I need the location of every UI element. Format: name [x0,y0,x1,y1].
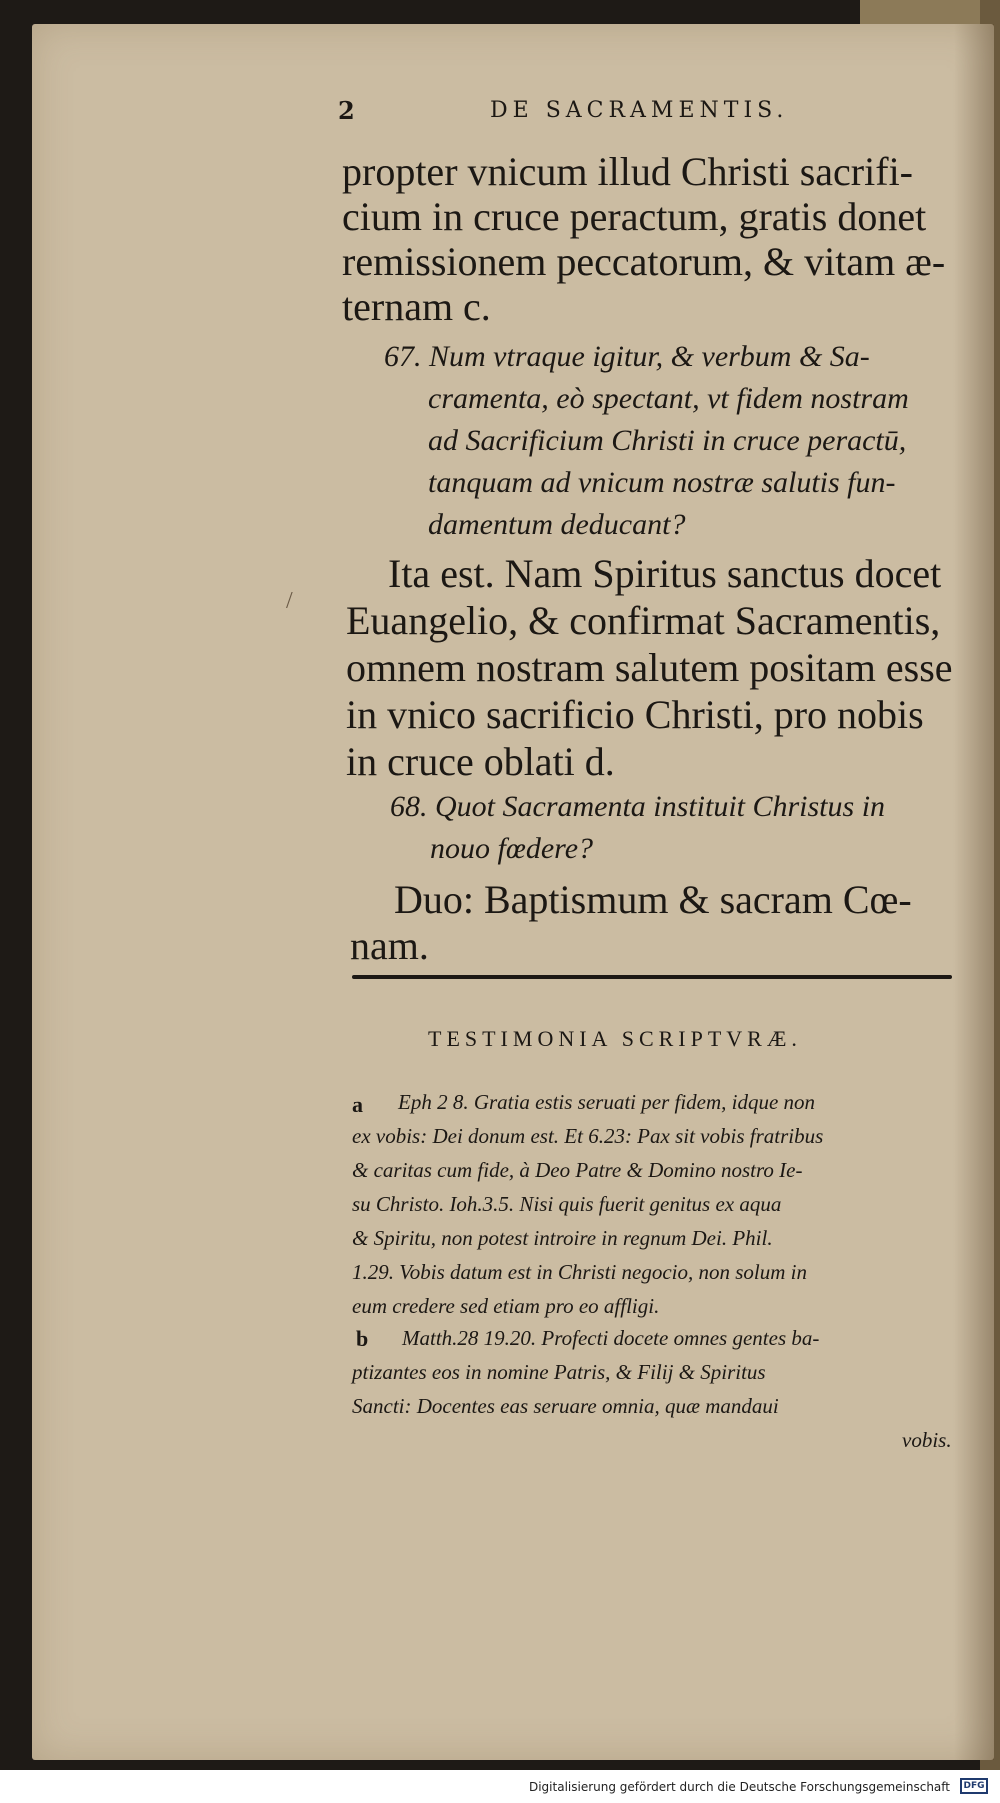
question-67-line: 67. Num vtraque igitur, & verbum & Sa- [384,340,870,373]
footnote-line: Sancti: Docentes eas seruare omnia, quæ mandaui [352,1394,779,1418]
question-67-line: ad Sacrificium Christi in cruce peractū, [428,424,907,457]
footnote-line: Matth.28 19.20. Profecti docete omnes gentes ba- [402,1326,820,1350]
testimonia-heading: TESTIMONIA SCRIPTVRÆ. [428,1026,802,1051]
body-line: propter vnicum illud Christi sacrifi- [342,149,913,194]
question-67-line: damentum deducant? [428,508,686,541]
answer-67-line: omnem nostram salutem positam esse [346,645,953,690]
answer-67-line: in vnico sacrificio Christi, pro nobis [346,692,924,737]
dfg-logo: DFG [960,1778,988,1794]
footnote-line: Eph 2 8. Gratia estis seruati per fidem, idque non [398,1090,816,1114]
question-67-line: cramenta, eò spectant, vt fidem nostram [428,382,909,415]
footnote-line: su Christo. Ioh.3.5. Nisi quis fuerit genitus ex aqua [352,1192,782,1216]
margin-pen-mark: / [286,588,293,614]
footnote-line: & Spiritu, non potest introire in regnum Dei. Phil. [352,1226,773,1250]
footnote-line: ptizantes eos in nomine Patris, & Filij & Spiritus [352,1360,766,1384]
question-67-line: tanquam ad vnicum nostræ salutis fun- [428,466,896,499]
body-line: cium in cruce peractum, gratis donet [342,194,927,239]
page-gutter-shadow [954,24,994,1760]
footnote-line: ex vobis: Dei donum est. Et 6.23: Pax sit vobis fratribus [352,1124,824,1148]
footnote-line: 1.29. Vobis datum est in Christi negocio, non solum in [352,1260,808,1284]
running-title: DE SACRAMENTIS. [490,98,789,123]
body-line: ternam c. [342,284,491,329]
answer-67-line: Ita est. Nam Spiritus sanctus docet [388,551,942,596]
answer-67-line: in cruce oblati d. [346,739,615,784]
answer-68-line: Duo: Baptismum & sacram Cœ- [394,877,912,922]
footnote-letter: b [356,1326,369,1351]
answer-67-line: Euangelio, & confirmat Sacramentis, [346,598,941,643]
question-68-line: nouo fœdere? [430,832,594,865]
footnote-line: vobis. [902,1428,952,1452]
footnote-letter: a [352,1092,363,1117]
question-68-line: 68. Quot Sacramenta instituit Christus in [390,790,886,823]
funding-credit: Digitalisierung gefördert durch die Deutsche Forschungsgemeinschaft [528,1780,950,1794]
footnote-line: eum credere sed etiam pro eo affligi. [352,1294,660,1318]
answer-68-line: nam. [350,923,429,968]
footnote-line: & caritas cum fide, à Deo Patre & Domino nostro Ie- [352,1158,803,1182]
body-line: remissionem peccatorum, & vitam æ- [342,239,946,284]
section-rule [352,975,952,979]
page-number: 2 [338,96,355,125]
